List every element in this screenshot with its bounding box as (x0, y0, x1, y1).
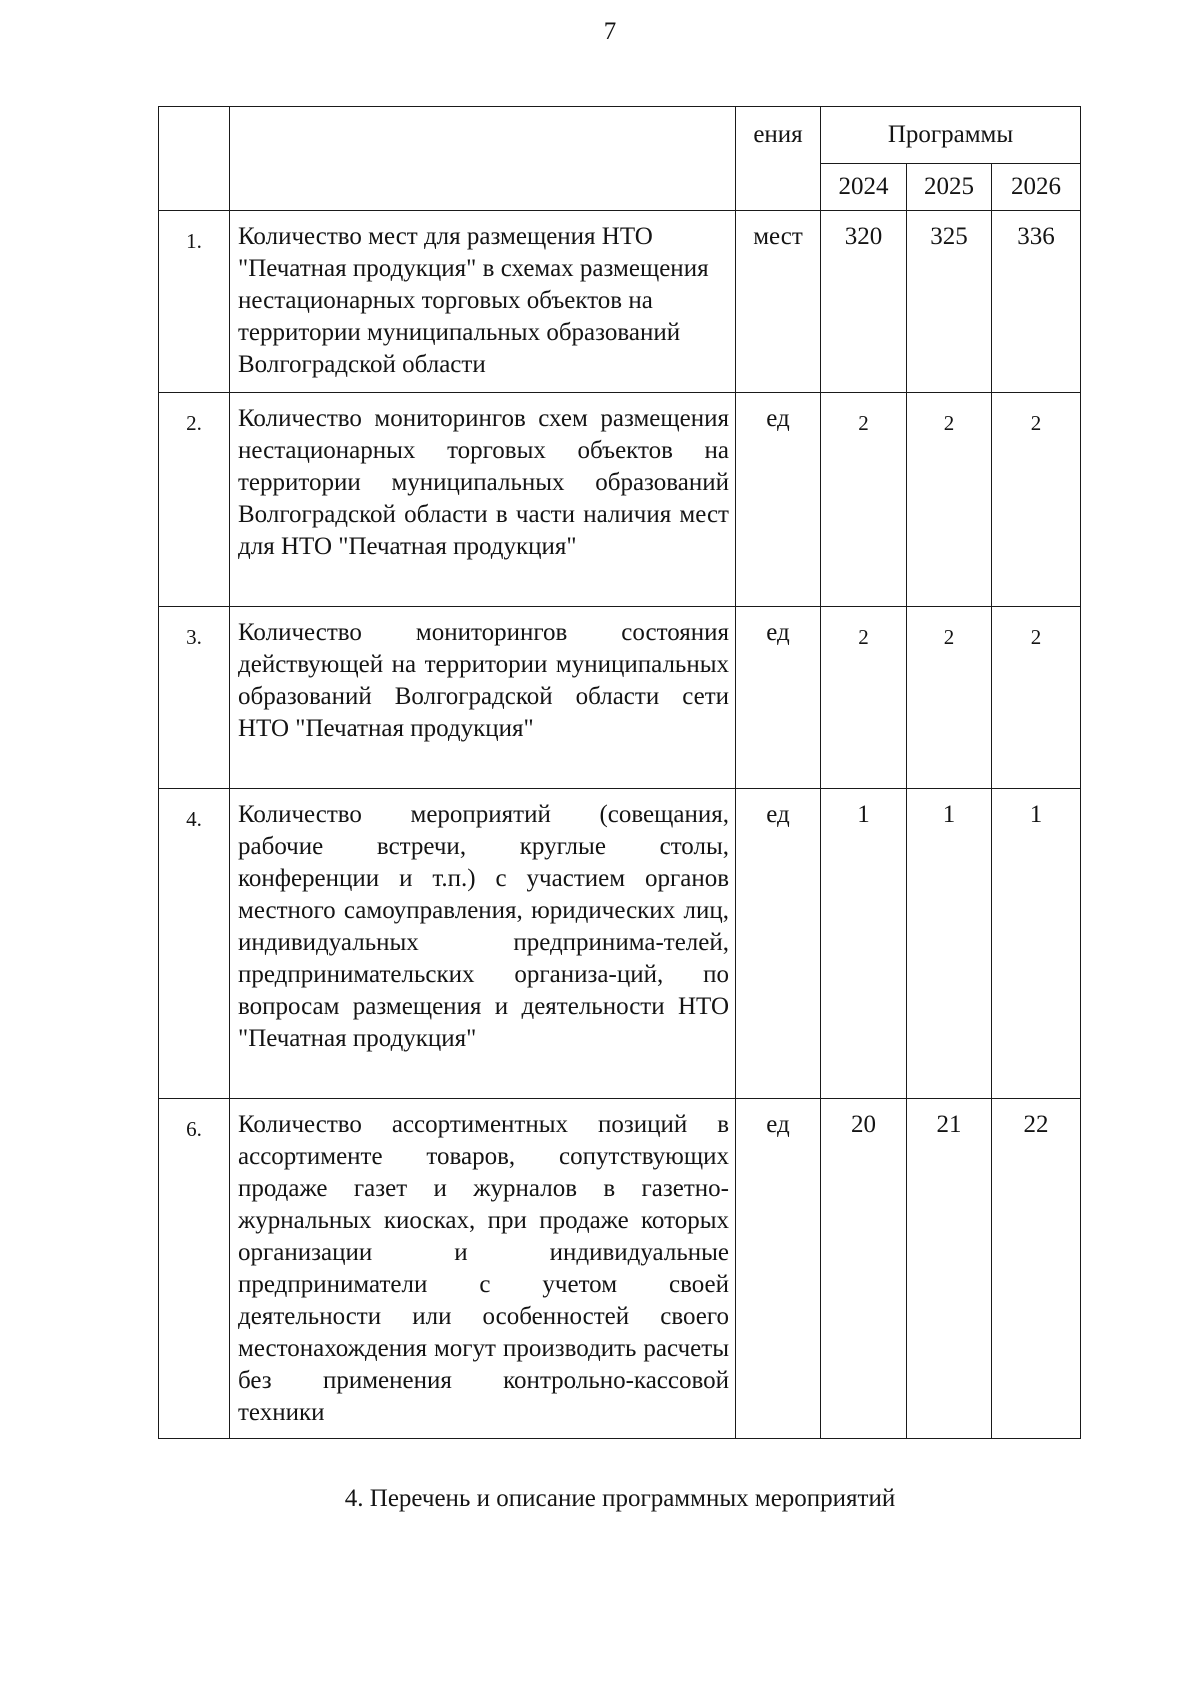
row-number: 1. (159, 211, 230, 393)
value-2025: 2 (907, 393, 992, 607)
section-heading: 4. Перечень и описание программных мероприятий (344, 1485, 896, 1512)
indicator-name: Количество мест для размещения НТО "Печатная продукция" в схемах размещения нестационарных торговых объектов на территории муниципальных образований Волгоградской области (230, 211, 736, 393)
indicators-table (158, 106, 1081, 1439)
table-row (159, 1099, 1081, 1439)
table-header-row (159, 107, 1081, 164)
value-2025: 1 (907, 789, 992, 1099)
indicator-name: Количество мониторингов схем размещения нестационарных торговых объектов на территории муниципальных образований Волгоградской области в части наличия мест для НТО "Печатная продукция" (230, 393, 736, 607)
value-2026: 22 (992, 1099, 1081, 1439)
unit-cell: ед (736, 1099, 821, 1439)
value-2026: 2 (992, 393, 1081, 607)
value-2024: 2 (821, 393, 907, 607)
row-number: 6. (159, 1099, 230, 1439)
value-2026: 336 (992, 211, 1081, 393)
page-number: 7 (603, 18, 617, 45)
header-year: 2025 (907, 164, 992, 211)
indicator-name: Количество ассортиментных позиций в ассортименте товаров, сопутствующих продаже газет и журналов в газетно-журнальных киосках, при продаже которых организации и индивидуальные предприниматели с учетом своей деятельности или особенностей своего местонахождения могут производить расчеты без применения контрольно-кассовой техники (230, 1099, 736, 1439)
table-row (159, 393, 1081, 607)
row-number: 2. (159, 393, 230, 607)
header-name-cell (230, 107, 736, 211)
value-2025: 21 (907, 1099, 992, 1439)
header-num-cell (159, 107, 230, 211)
unit-cell: ед (736, 789, 821, 1099)
value-2025: 325 (907, 211, 992, 393)
value-2024: 320 (821, 211, 907, 393)
value-2026: 1 (992, 789, 1081, 1099)
header-program-cell: Программы (821, 107, 1081, 164)
row-number: 4. (159, 789, 230, 1099)
value-2024: 1 (821, 789, 907, 1099)
header-year: 2024 (821, 164, 907, 211)
value-2026: 2 (992, 607, 1081, 789)
unit-cell: ед (736, 393, 821, 607)
unit-cell: мест (736, 211, 821, 393)
row-number: 3. (159, 607, 230, 789)
header-year: 2026 (992, 164, 1081, 211)
value-2024: 20 (821, 1099, 907, 1439)
table-row (159, 789, 1081, 1099)
table-row (159, 211, 1081, 393)
value-2025: 2 (907, 607, 992, 789)
value-2024: 2 (821, 607, 907, 789)
header-unit-cell: ения (736, 107, 821, 211)
unit-cell: ед (736, 607, 821, 789)
indicator-name: Количество мероприятий (совещания, рабочие встречи, круглые столы, конференции и т.п.) с участием органов местного самоуправления, юридических лиц, индивидуальных предпринима-телей, предпринимательских организа-ций, по вопросам размещения и деятельности НТО "Печатная продукция" (230, 789, 736, 1099)
table-row (159, 607, 1081, 789)
indicator-name: Количество мониторингов состояния действующей на территории муниципальных образований Волгоградской области сети НТО "Печатная продукция" (230, 607, 736, 789)
